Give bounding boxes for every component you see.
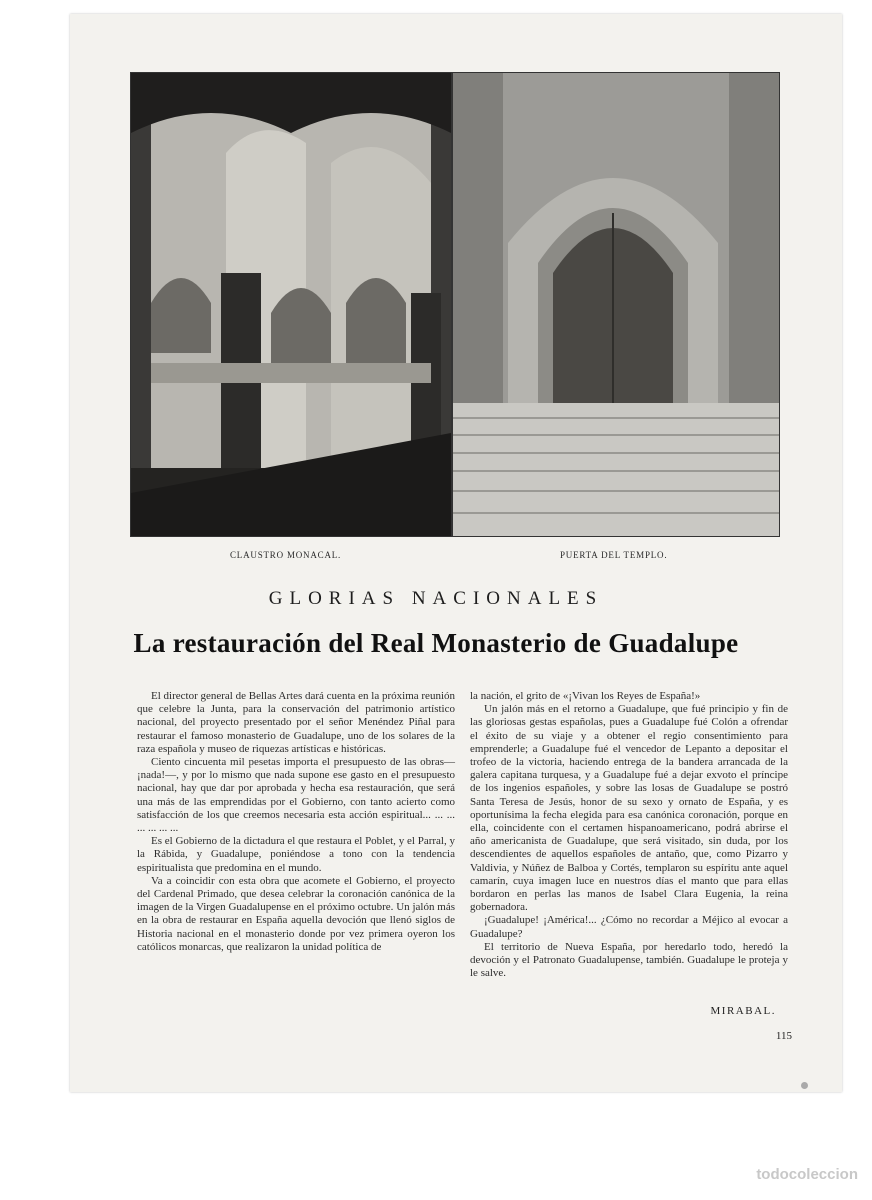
church-door-illustration <box>453 73 779 536</box>
page-number: 115 <box>775 1030 792 1042</box>
article-paragraph: la nación, el grito de «¡Vivan los Reyes de España!» <box>470 690 701 702</box>
article-headline: La restauración del Real Monasterio de Guadalupe <box>133 628 739 658</box>
article-column-right <box>470 690 788 980</box>
church-door-photo <box>452 72 780 537</box>
article-paragraph: Un jalón más en el retorno a Guadalupe, que fué principio y fin de las gloriosas gestas españolas, pues a Guadalupe fué Colón a ofrendar el éxito de su viaje y a obtener el regio consentimiento para emprenderle; a Guadalupe fué el vencedor de Lepanto a depositar el trofeo de la victoria, haciendo entrega de la bandera arrancada de la galera capitana turquesa, y a Guadalupe fué a dejar exvoto el príncipe de los ingenios españoles, y sobre las losas de Guadalupe se postró Santa Teresa de Jesús, honor de su sexo y ornato de España, y es oportunísima la fecha elegida para esa canónica coronación, porque en ella, coincidente con el certamen hispanoamericano, podrá abrirse el año americanista de Guadalupe, que será visitado, sin duda, por los descendientes de aquellos españoles de antaño, que, como Pizarro y Valdivia, y Núñez de Balboa y Cortés, templaron su espíritu ante aquel camarín, cuya imagen luce en nuestros días el manto que para ellas bordaron en perlas las manos de Isabel Clara Eugenia, la reina gobernadora. <box>470 703 788 914</box>
article-paragraph: ¡Guadalupe! ¡América!... ¿Cómo no recordar a Méjico al evocar a Guadalupe? <box>470 914 788 940</box>
right-photo-caption: PUERTA DEL TEMPLO. <box>560 550 668 560</box>
page-punch-mark <box>801 1082 808 1089</box>
article-paragraph: El territorio de Nueva España, por heredarlo todo, heredó la devoción y el Patronato Guadalupense, también. Guadalupe le proteja y le salve. <box>470 940 788 980</box>
article-paragraph: Ciento cincuenta mil pesetas importa el presupuesto de las obras—¡nada!—, y por lo mismo que nada supone ese gasto en el presupuesto nacional, hay que dar por aprobada y hecha esa restauración, que será una más de las emprendidas por el Gobierno, con tanto acierto como satisfacción de los que creemos necesaria esta acción espiritual... ... ... ... ... ... ... <box>137 756 455 835</box>
left-photo-caption: CLAUSTRO MONACAL. <box>230 550 342 560</box>
article-paragraph: Es el Gobierno de la dictadura el que restaura el Poblet, y el Parral, y la Rábida, y Guadalupe, poniéndose a tono con la tendencia espiritualista que predomina en el mundo. <box>137 835 455 874</box>
article-column-left <box>137 690 455 954</box>
author-signature: MIRABAL. <box>710 1005 776 1017</box>
site-watermark: todocoleccion <box>756 1166 858 1183</box>
cloister-photo <box>130 72 452 537</box>
article-paragraph: Va a coincidir con esta obra que acomete el Gobierno, el proyecto del Cardenal Primado, que desea celebrar la coronación canónica de la imagen de la Virgen Guadalupense en el próximo octubre. Un jalón más en la obra de restaurar en España aquella devoción que llenó siglos de Historia nacional en el monasterio donde por vez primera oyeron los católicos monarcas, que realizaron la unidad política de <box>137 874 455 953</box>
cloister-illustration <box>131 73 451 536</box>
article-paragraph: El director general de Bellas Artes dará cuenta en la próxima reunión que celebre la Junta, para la conservación del patrimonio artístico nacional, del proyecto presentado por el señor Menéndez Piñal para restaurar el famoso monasterio de Guadalupe, uno de los solares de la raza española y museo de riquezas artísticas e históricas. <box>137 690 455 755</box>
section-kicker: GLORIAS NACIONALES <box>268 588 604 609</box>
